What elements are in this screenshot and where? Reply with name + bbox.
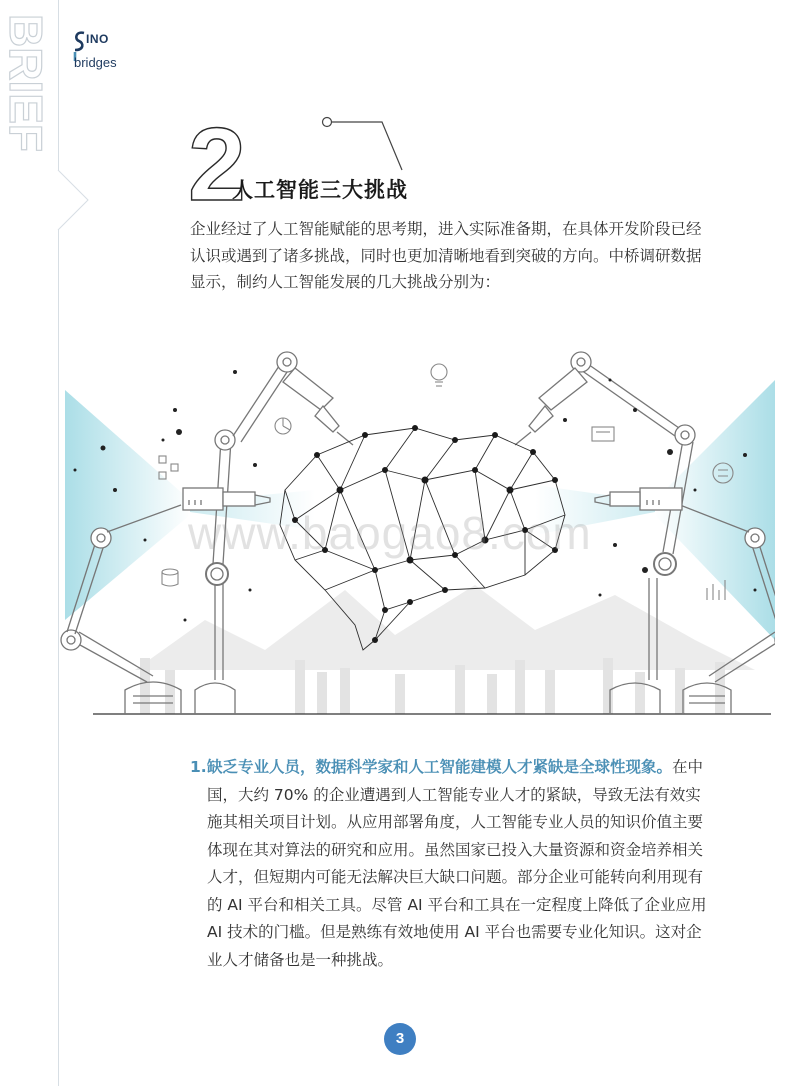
section-number: 2 — [188, 112, 246, 207]
section-title: 人工智能三大挑战 — [232, 178, 408, 202]
item-lead-text: 缺乏专业人员，数据科学家和人工智能建模人才紧缺是全球性现象。 — [207, 758, 673, 776]
item-line: 业人才储备也是一种挑战。 — [207, 950, 394, 969]
page-number-badge: 3 — [384, 1023, 416, 1055]
connector-line — [332, 122, 402, 170]
sinobridges-logo — [72, 30, 132, 75]
item-number: 1. — [190, 758, 207, 776]
rail-chevron-icon — [57, 170, 93, 230]
intro-line: 认识或遇到了诸多挑战，同时也更加清晰地看到突破的方向。中桥调研数据 — [190, 246, 702, 265]
brief-vertical-text — [0, 8, 58, 208]
challenge-item-1 — [190, 754, 730, 974]
watermark: www.baogao8.com — [188, 507, 592, 559]
intro-line: 显示，制约人工智能发展的几大挑战分别为： — [190, 273, 501, 291]
pie-chart-icon — [275, 418, 291, 434]
connector-dot — [323, 118, 332, 127]
chat-window-icon — [592, 427, 614, 441]
brief-word: BRIEF — [0, 14, 52, 152]
item-line: 国，大约 70% 的企业遭遇到人工智能专业人才的紧缺，导致无法有效实 — [207, 785, 701, 804]
mountain-silhouette — [135, 585, 755, 670]
logo-text-bottom: bridges — [74, 55, 117, 70]
intro-paragraph — [190, 216, 720, 296]
item-line: 的 AI 平台和相关工具。尽管 AI 平台和工具在一定程度上降低了企业应用 — [207, 895, 707, 914]
item-line: 人才，但短期内可能无法解决巨大缺口问题。部分企业可能转向利用现有 — [207, 868, 704, 886]
intro-line: 企业经过了人工智能赋能的思考期，进入实际准备期，在具体开发阶段已经 — [190, 220, 702, 238]
item-line-1 — [207, 754, 730, 782]
item-body — [207, 754, 730, 974]
lightbulb-icon — [431, 364, 447, 386]
item-line: 施其相关项目计划。从应用部署角度，人工智能专业人员的知识价值主要 — [207, 813, 704, 831]
item-line: AI 技术的门槛。但是熟练有效地使用 AI 平台也需要专业化知识。这对企 — [207, 923, 702, 941]
item-line-1-rest: 在中 — [672, 758, 704, 776]
database-icon — [162, 569, 178, 586]
logo-text-top: INO — [86, 32, 109, 46]
item-line: 体现在其对算法的研究和应用。虽然国家已投入大量资源和资金培养相关 — [207, 840, 704, 859]
